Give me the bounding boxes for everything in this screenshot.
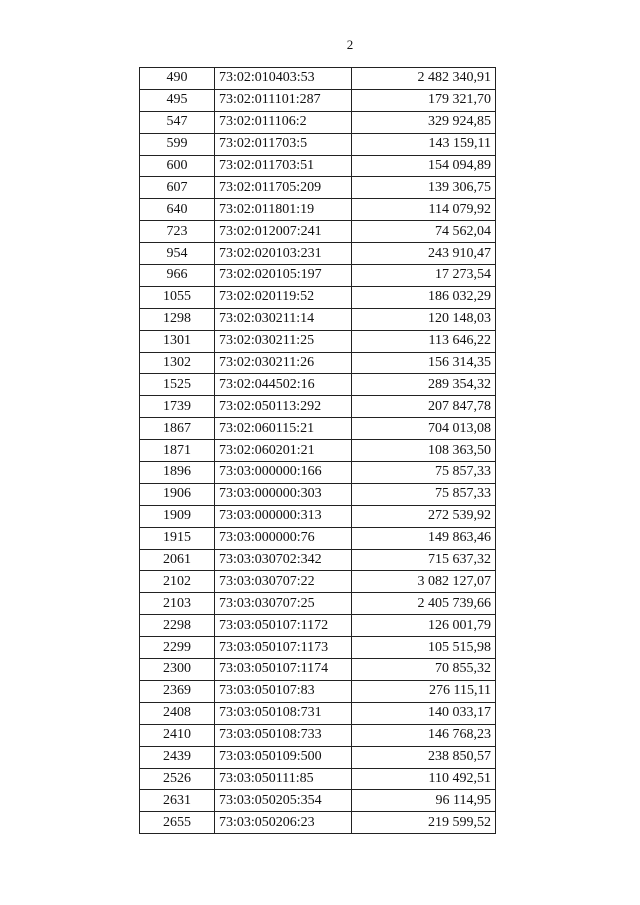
row-number-cell: 640 <box>140 199 215 221</box>
cadastral-number-cell: 73:02:030211:14 <box>215 308 352 330</box>
row-number-cell: 2061 <box>140 549 215 571</box>
cadastral-number-cell: 73:03:030707:22 <box>215 571 352 593</box>
table-row <box>140 549 496 571</box>
table-row <box>140 111 496 133</box>
table-row <box>140 330 496 352</box>
cadastral-number-cell: 73:03:050206:23 <box>215 812 352 834</box>
table-row <box>140 790 496 812</box>
cadastral-value-cell: 149 863,46 <box>352 527 496 549</box>
cadastral-value-cell: 139 306,75 <box>352 177 496 199</box>
row-number-cell: 2410 <box>140 724 215 746</box>
row-number-cell: 1302 <box>140 352 215 374</box>
cadastral-value-cell: 715 637,32 <box>352 549 496 571</box>
row-number-cell: 2526 <box>140 768 215 790</box>
cadastral-number-cell: 73:02:011106:2 <box>215 111 352 133</box>
cadastral-number-cell: 73:03:000000:303 <box>215 483 352 505</box>
cadastral-value-cell: 289 354,32 <box>352 374 496 396</box>
cadastral-number-cell: 73:02:060201:21 <box>215 440 352 462</box>
row-number-cell: 599 <box>140 133 215 155</box>
table-row <box>140 527 496 549</box>
cadastral-value-cell: 108 363,50 <box>352 440 496 462</box>
cadastral-number-cell: 73:03:050107:1173 <box>215 637 352 659</box>
row-number-cell: 1871 <box>140 440 215 462</box>
cadastral-number-cell: 73:02:011703:5 <box>215 133 352 155</box>
table-row <box>140 352 496 374</box>
cadastral-value-cell: 276 115,11 <box>352 680 496 702</box>
cadastral-number-cell: 73:03:050107:1174 <box>215 659 352 681</box>
table-row <box>140 396 496 418</box>
table-row <box>140 68 496 90</box>
cadastral-number-cell: 73:02:011801:19 <box>215 199 352 221</box>
cadastral-number-cell: 73:03:050107:1172 <box>215 615 352 637</box>
cadastral-value-cell: 126 001,79 <box>352 615 496 637</box>
row-number-cell: 1055 <box>140 286 215 308</box>
cadastral-value-cell: 329 924,85 <box>352 111 496 133</box>
cadastral-number-cell: 73:02:030211:25 <box>215 330 352 352</box>
row-number-cell: 2300 <box>140 659 215 681</box>
table-row <box>140 243 496 265</box>
table-row <box>140 702 496 724</box>
table-row <box>140 659 496 681</box>
cadastral-value-cell: 704 013,08 <box>352 418 496 440</box>
table-row <box>140 768 496 790</box>
table-row <box>140 724 496 746</box>
table-row <box>140 440 496 462</box>
table-row <box>140 286 496 308</box>
cadastral-number-cell: 73:02:020119:52 <box>215 286 352 308</box>
table-row <box>140 374 496 396</box>
row-number-cell: 490 <box>140 68 215 90</box>
cadastral-value-cell: 75 857,33 <box>352 483 496 505</box>
row-number-cell: 1896 <box>140 462 215 484</box>
row-number-cell: 1525 <box>140 374 215 396</box>
cadastral-number-cell: 73:03:000000:76 <box>215 527 352 549</box>
cadastral-number-cell: 73:03:000000:166 <box>215 462 352 484</box>
row-number-cell: 2102 <box>140 571 215 593</box>
table-row <box>140 680 496 702</box>
cadastral-value-cell: 243 910,47 <box>352 243 496 265</box>
table-body <box>140 68 496 834</box>
cadastral-number-cell: 73:03:050108:731 <box>215 702 352 724</box>
table-row <box>140 177 496 199</box>
row-number-cell: 2631 <box>140 790 215 812</box>
cadastral-number-cell: 73:03:030707:25 <box>215 593 352 615</box>
cadastral-value-cell: 186 032,29 <box>352 286 496 308</box>
cadastral-value-cell: 238 850,57 <box>352 746 496 768</box>
table-row <box>140 155 496 177</box>
table-row <box>140 221 496 243</box>
row-number-cell: 495 <box>140 89 215 111</box>
cadastral-number-cell: 73:02:011705:209 <box>215 177 352 199</box>
row-number-cell: 723 <box>140 221 215 243</box>
row-number-cell: 2408 <box>140 702 215 724</box>
cadastral-value-table <box>139 67 496 834</box>
cadastral-number-cell: 73:02:011703:51 <box>215 155 352 177</box>
table-row <box>140 462 496 484</box>
table-row <box>140 812 496 834</box>
cadastral-value-cell: 146 768,23 <box>352 724 496 746</box>
cadastral-number-cell: 73:02:044502:16 <box>215 374 352 396</box>
table-row <box>140 615 496 637</box>
cadastral-number-cell: 73:02:060115:21 <box>215 418 352 440</box>
cadastral-number-cell: 73:03:000000:313 <box>215 505 352 527</box>
cadastral-value-cell: 114 079,92 <box>352 199 496 221</box>
row-number-cell: 2439 <box>140 746 215 768</box>
cadastral-value-cell: 207 847,78 <box>352 396 496 418</box>
cadastral-value-cell: 75 857,33 <box>352 462 496 484</box>
cadastral-number-cell: 73:02:010403:53 <box>215 68 352 90</box>
cadastral-value-cell: 2 405 739,66 <box>352 593 496 615</box>
cadastral-number-cell: 73:02:030211:26 <box>215 352 352 374</box>
cadastral-value-cell: 120 148,03 <box>352 308 496 330</box>
row-number-cell: 1298 <box>140 308 215 330</box>
row-number-cell: 1906 <box>140 483 215 505</box>
cadastral-value-cell: 179 321,70 <box>352 89 496 111</box>
row-number-cell: 607 <box>140 177 215 199</box>
row-number-cell: 2655 <box>140 812 215 834</box>
cadastral-value-cell: 140 033,17 <box>352 702 496 724</box>
cadastral-value-cell: 219 599,52 <box>352 812 496 834</box>
row-number-cell: 966 <box>140 265 215 287</box>
cadastral-value-cell: 154 094,89 <box>352 155 496 177</box>
table-row <box>140 199 496 221</box>
cadastral-value-cell: 143 159,11 <box>352 133 496 155</box>
row-number-cell: 2298 <box>140 615 215 637</box>
row-number-cell: 1739 <box>140 396 215 418</box>
table-row <box>140 265 496 287</box>
cadastral-value-cell: 113 646,22 <box>352 330 496 352</box>
table-row <box>140 133 496 155</box>
cadastral-value-cell: 3 082 127,07 <box>352 571 496 593</box>
cadastral-number-cell: 73:02:011101:287 <box>215 89 352 111</box>
cadastral-value-cell: 110 492,51 <box>352 768 496 790</box>
table-row <box>140 418 496 440</box>
cadastral-number-cell: 73:02:020105:197 <box>215 265 352 287</box>
table-row <box>140 89 496 111</box>
cadastral-value-cell: 70 855,32 <box>352 659 496 681</box>
cadastral-number-cell: 73:03:050205:354 <box>215 790 352 812</box>
cadastral-number-cell: 73:03:050111:85 <box>215 768 352 790</box>
cadastral-number-cell: 73:03:050108:733 <box>215 724 352 746</box>
cadastral-value-cell: 105 515,98 <box>352 637 496 659</box>
cadastral-number-cell: 73:02:050113:292 <box>215 396 352 418</box>
table-row <box>140 593 496 615</box>
row-number-cell: 954 <box>140 243 215 265</box>
cadastral-number-cell: 73:02:020103:231 <box>215 243 352 265</box>
table-row <box>140 308 496 330</box>
row-number-cell: 1915 <box>140 527 215 549</box>
cadastral-number-cell: 73:03:050107:83 <box>215 680 352 702</box>
table-row <box>140 483 496 505</box>
row-number-cell: 2369 <box>140 680 215 702</box>
cadastral-value-cell: 272 539,92 <box>352 505 496 527</box>
cadastral-value-cell: 74 562,04 <box>352 221 496 243</box>
cadastral-value-cell: 2 482 340,91 <box>352 68 496 90</box>
table-row <box>140 637 496 659</box>
row-number-cell: 1867 <box>140 418 215 440</box>
page-number: 2 <box>346 37 354 52</box>
table-row <box>140 571 496 593</box>
cadastral-number-cell: 73:03:030702:342 <box>215 549 352 571</box>
cadastral-value-cell: 96 114,95 <box>352 790 496 812</box>
row-number-cell: 1909 <box>140 505 215 527</box>
table-row <box>140 505 496 527</box>
row-number-cell: 1301 <box>140 330 215 352</box>
cadastral-number-cell: 73:03:050109:500 <box>215 746 352 768</box>
cadastral-value-cell: 156 314,35 <box>352 352 496 374</box>
row-number-cell: 600 <box>140 155 215 177</box>
row-number-cell: 2299 <box>140 637 215 659</box>
row-number-cell: 2103 <box>140 593 215 615</box>
cadastral-value-cell: 17 273,54 <box>352 265 496 287</box>
cadastral-number-cell: 73:02:012007:241 <box>215 221 352 243</box>
table-row <box>140 746 496 768</box>
row-number-cell: 547 <box>140 111 215 133</box>
